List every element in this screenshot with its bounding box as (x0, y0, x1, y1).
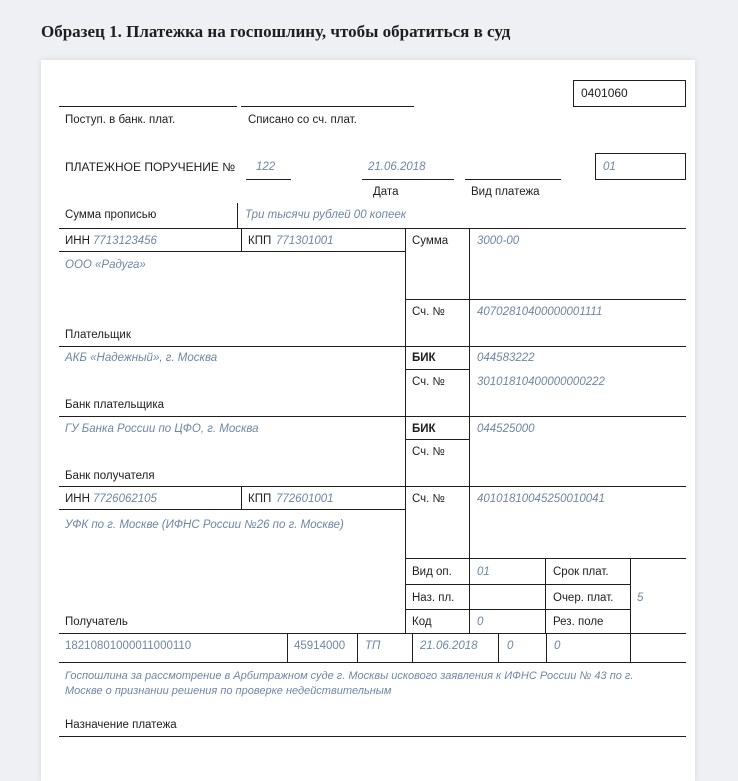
priority-label: Очер. плат. (553, 592, 614, 604)
budget-basis: ТП (365, 640, 381, 652)
payer-bank-account-label: Сч. № (412, 376, 445, 388)
vline (357, 633, 358, 662)
vline (630, 633, 631, 662)
vline (545, 558, 546, 633)
date-label: Дата (373, 186, 399, 198)
due-label: Срок плат. (553, 566, 609, 578)
payee-inn-label: ИНН (65, 493, 90, 505)
code-value: 0 (477, 616, 484, 628)
vline (287, 633, 288, 662)
order-date-line (362, 179, 454, 180)
payee-account-label: Сч. № (412, 493, 445, 505)
order-number-line (246, 179, 291, 180)
vline (241, 228, 242, 251)
debited-label: Списано со сч. плат. (248, 114, 357, 126)
hline (405, 369, 469, 370)
hline (59, 228, 686, 229)
vline (412, 633, 413, 662)
payer-account: 40702810400000001111 (477, 306, 603, 318)
reserve-label: Рез. поле (553, 616, 604, 628)
hline (405, 609, 630, 610)
budget-field-2: 0 (554, 640, 561, 652)
payee-kpp: 772601001 (276, 493, 334, 505)
hline (405, 299, 686, 300)
code-label: Код (412, 616, 432, 628)
hline (59, 251, 405, 252)
page-heading: Образец 1. Платежка на госпошлину, чтобы обратиться в суд (41, 22, 511, 41)
purpose-label: Назначение платежа (65, 719, 177, 731)
vline (405, 228, 406, 633)
payee-bank-bik: 044525000 (477, 423, 535, 435)
hline (405, 584, 630, 585)
payer-kpp-label: КПП (248, 235, 272, 247)
payee-kpp-label: КПП (248, 493, 272, 505)
payer-account-label: Сч. № (412, 306, 445, 318)
payer-label: Плательщик (65, 329, 131, 341)
purpose-text: Госпошлина за рассмотрение в Арбитражном суде г. Москвы искового заявления к ИФНС России № 43 по г. Москве о признании решения по проверке недействительным (65, 670, 634, 697)
hline (59, 416, 686, 417)
vline (546, 633, 547, 662)
payment-type-line (465, 179, 561, 180)
payee-bank-name: ГУ Банка России по ЦФО, г. Москва (65, 423, 259, 435)
order-number: 122 (256, 161, 276, 173)
payee-bank-bik-label: БИК (412, 423, 436, 435)
order-date: 21.06.2018 (368, 161, 426, 173)
payment-type-label: Вид платежа (471, 186, 540, 198)
payer-bank-name: АКБ «Надежный», г. Москва (65, 352, 218, 364)
vline (498, 633, 499, 662)
vline (630, 558, 631, 633)
op-type-label: Вид оп. (412, 566, 452, 578)
payee-bank-label: Банк получателя (65, 470, 155, 482)
received-line (59, 106, 237, 107)
hline (59, 633, 686, 634)
payee-bank-account-label: Сч. № (412, 446, 445, 458)
vline (469, 558, 470, 633)
hline (59, 509, 405, 510)
payer-inn: 7713123456 (93, 235, 157, 247)
budget-field-1: 0 (507, 640, 514, 652)
payee-name: УФК по г. Москве (ИФНС России №26 по г. Москве) (65, 519, 344, 531)
amount-words: Три тысячи рублей 00 копеек (245, 209, 407, 221)
amount-words-divider (237, 203, 238, 229)
budget-oktmo: 45914000 (294, 640, 346, 652)
payer-bank-bik-label: БИК (412, 352, 436, 364)
hline (59, 662, 686, 663)
amount-words-label: Сумма прописью (65, 209, 157, 221)
form-code: 0401060 (581, 86, 628, 100)
hline (405, 439, 469, 440)
payer-inn-label: ИНН (65, 235, 90, 247)
payer-kpp: 771301001 (276, 235, 334, 247)
status-code: 01 (603, 161, 616, 173)
payee-label: Получатель (65, 616, 128, 628)
received-label: Поступ. в банк. плат. (65, 114, 176, 126)
vline (469, 228, 470, 558)
hline (59, 736, 686, 737)
payer-name: ООО «Радуга» (65, 259, 146, 271)
hline (59, 346, 686, 347)
payee-inn: 7726062105 (93, 493, 157, 505)
budget-kbk: 18210801000011000110 (65, 640, 192, 652)
op-type: 01 (477, 566, 490, 578)
amount-value: 3000-00 (477, 235, 520, 247)
form-title: ПЛАТЕЖНОЕ ПОРУЧЕНИЕ № (65, 160, 236, 174)
vline (241, 486, 242, 509)
payer-bank-bik: 044583222 (477, 352, 535, 364)
payer-bank-label: Банк плательщика (65, 399, 165, 411)
payer-bank-account: 30101810400000000222 (477, 376, 605, 388)
hline (59, 486, 686, 487)
purpose-code-label: Наз. пл. (412, 592, 455, 604)
amount-label: Сумма (412, 235, 449, 247)
payment-order-form (41, 60, 695, 781)
payee-account: 40101810045250010041 (477, 493, 605, 505)
budget-date: 21.06.2018 (420, 640, 478, 652)
debited-line (241, 106, 414, 107)
priority: 5 (637, 592, 644, 604)
